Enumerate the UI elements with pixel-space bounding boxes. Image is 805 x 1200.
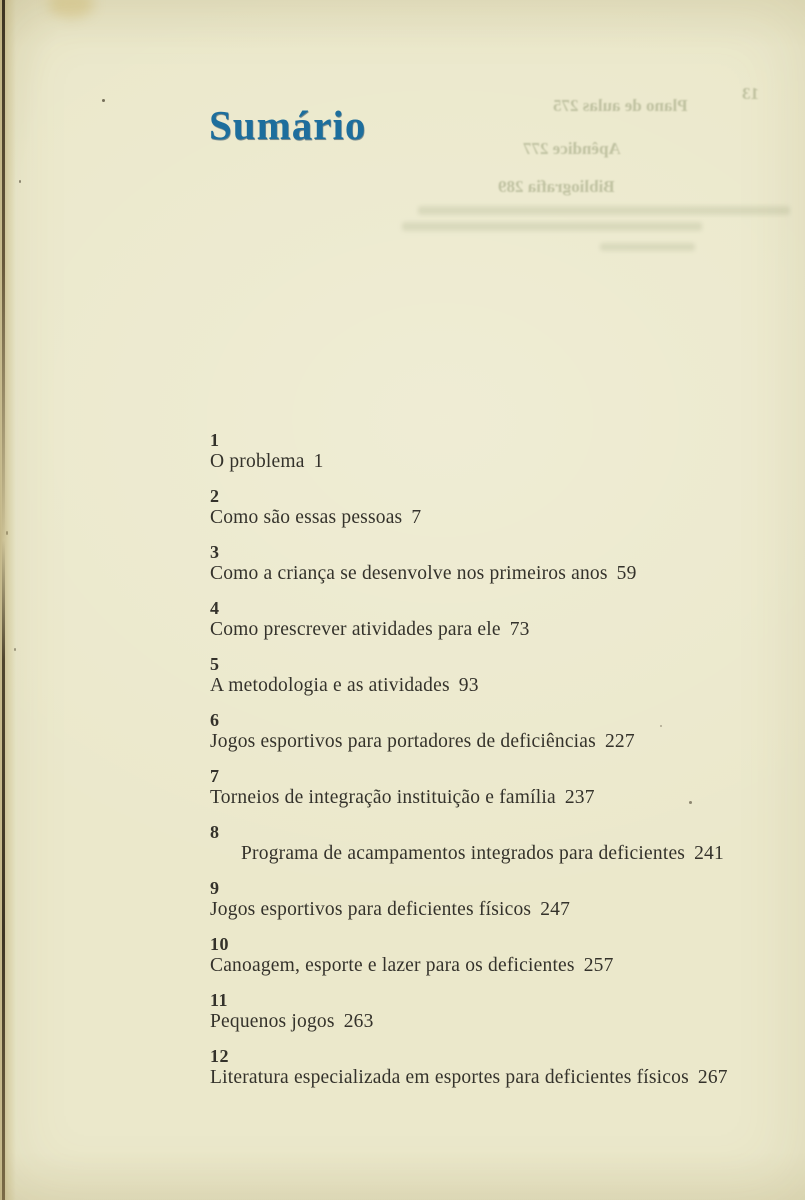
toc-entry-title-line [210,786,780,810]
toc-entry-title-line [210,450,780,474]
ink-speck [102,99,105,102]
toc-entry-title: Canoagem, esporte e lazer para os deficientes [210,955,575,976]
toc-entry [210,542,780,586]
paper-stain [48,0,94,18]
toc-entry-number: 8 [210,822,220,842]
toc-entry-title-line [210,954,780,978]
toc-entry-title-line [210,618,780,642]
toc-entry-title: O problema [210,451,305,472]
toc-entry-number: 1 [210,430,220,450]
toc-entry-number: 11 [210,990,229,1010]
toc-entry-page: 263 [343,1011,374,1032]
toc-entry-number: 12 [210,1046,229,1066]
toc-list [210,430,780,1102]
toc-entry-title: Literatura especializada em esportes para deficientes físicos [210,1067,689,1088]
toc-entry-title-line [210,562,780,586]
toc-entry [210,990,780,1034]
page-binding-edge [0,0,16,1200]
binding-crease-line [2,0,5,1200]
toc-entry [210,598,780,642]
toc-entry [210,934,780,978]
toc-entry-page: 241 [694,843,724,864]
toc-entry-page: 237 [564,787,595,808]
ink-speck [14,648,16,651]
toc-entry-title-line [210,730,780,754]
toc-entry-page: 7 [411,507,422,528]
toc-entry-page: 1 [313,451,324,472]
toc-entry [210,822,780,866]
bleed-through-smudge [600,243,695,251]
toc-entry-title: Jogos esportivos para portadores de deficiências [210,731,596,752]
toc-entry-title-line [210,1066,780,1090]
toc-entry-number: 9 [210,878,220,898]
toc-entry-title-line [210,674,780,698]
toc-entry [210,710,780,754]
toc-entry-title: Como são essas pessoas [210,507,403,528]
toc-entry-page: 267 [697,1067,728,1088]
toc-entry-number: 4 [210,598,220,618]
toc-entry-title: Pequenos jogos [210,1011,335,1032]
bleed-through-smudge [402,222,702,231]
toc-entry-title-line [210,1010,780,1034]
bleed-through-text: Bibliografia 289 [498,177,615,196]
toc-entry-number: 3 [210,542,220,562]
bleed-through-text: Apêndice 277 [523,139,621,158]
toc-entry [210,654,780,698]
bleed-through-text: 13 [742,84,759,103]
toc-entry-number: 7 [210,766,220,786]
bleed-through-text: Plano de aulas 275 [553,96,688,115]
toc-entry [210,878,780,922]
toc-entry-page: 73 [509,619,530,640]
toc-entry-number: 6 [210,710,220,730]
page-title: Sumário [209,102,367,149]
toc-entry [210,1046,780,1090]
toc-entry-title: Programa de acampamentos integrados para deficientes [241,843,686,864]
toc-entry-page: 59 [616,563,637,584]
toc-entry-number: 10 [210,934,229,954]
toc-entry-page: 227 [604,731,635,752]
toc-entry [210,430,780,474]
toc-entry-title: Como a criança se desenvolve nos primeiros anos [210,563,608,584]
ink-speck [6,531,8,535]
toc-entry-title: Como prescrever atividades para ele [210,619,501,640]
toc-entry-page: 257 [583,955,614,976]
toc-entry-page: 93 [458,675,479,696]
toc-entry-title-line [210,842,780,866]
toc-entry-title-line [210,506,780,530]
toc-entry-page: 247 [540,899,571,920]
ink-speck [19,180,21,183]
toc-entry-title: Jogos esportivos para deficientes físicos [210,899,532,920]
toc-entry-title-line [210,898,780,922]
toc-entry [210,486,780,530]
toc-entry-title: Torneios de integração instituição e família [210,787,556,808]
toc-entry-number: 5 [210,654,220,674]
toc-entry [210,766,780,810]
bleed-through-smudge [418,206,790,215]
toc-entry-number: 2 [210,486,220,506]
toc-entry-title: A metodologia e as atividades [210,675,450,696]
